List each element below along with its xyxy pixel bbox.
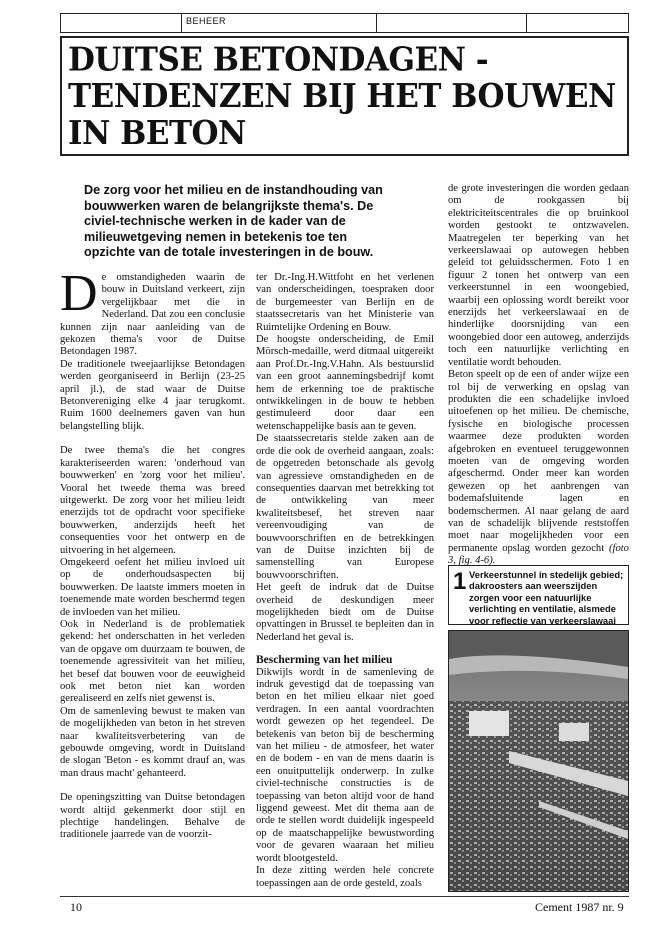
paragraph: De traditionele tweejaarlijkse Betondagen werden georganiseerd in Berlijn (23-25 april jl.), de stad waar de Duitse Betonvereniging elke 4 jaar terugkomt. Ruim 1600 deelnemers gaven van hun belangstelling blijk. (60, 358, 245, 432)
paragraph: In deze zitting werden hele concrete toepassingen aan de orde gesteld, zoals (256, 865, 434, 889)
title-box (60, 36, 629, 156)
text-column-3 (448, 183, 629, 568)
aerial-photo (448, 630, 629, 892)
figure-reference: (foto 3, fig. 4-6). (448, 542, 629, 567)
paragraph: De twee thema's die het congres karakteriseerden waren: 'onderhoud van bouwwerken' en 'zorg voor het milieu'. Vooral het tweede thema was breed uitgewerkt. De zorg voor het milieu leidt enerzijds tot de opdracht voor specifieke bouwwerken, anderzijds heeft het consequenties voor het ontwerp en de uitvoering in het algemeen. (60, 445, 245, 556)
paragraph: De openingszitting van Duitse betondagen wordt altijd gekenmerkt door stijl en plechtige handelingen. Behalve de traditionele jaarrede van de voorzit- (60, 792, 245, 841)
section-tab-bar (60, 13, 629, 33)
paragraph: Beton speelt op de een of ander wijze een rol bij de verwerking en opslag van produkten die een schadelijke invloed uitoefenen op het milieu. De chemische, fysische en biologische processen waarmee deze produkten worden afgebroken en eventueel teruggewonnen moeten van de omgeving worden afgeschermd. Onder meer kan worden gewezen op het aanbrengen van bodemafsluitende lagen en bodemschermen. Al naar gelang de aard van de schadelijk blijvende reststoffen moet naar mogelijkheden voor een permanente opslag worden gezocht (448, 369, 629, 554)
figure-number: 1 (453, 568, 467, 595)
page-number: 10 (70, 900, 82, 914)
section-label: BEHEER (186, 16, 227, 26)
paragraph: Omgekeerd oefent het milieu invloed uit op de onderhoudsaspecten bij bouwwerken. De laatste immers moeten in toenemende mate worden beschermd tegen de invloeden van het milieu. (60, 556, 245, 618)
paragraph: Dikwijls wordt in de samenleving de indruk gevestigd dat de toepassing van beton en het milieu elkaar niet goed verdragen. In een aantal voordrachten wordt gewezen op het tegendeel. De betekenis van beton bij de bescherming van het milieu - de atmosfeer, het water en de bodem - en van de mens daarin is een onuitputtelijk onderwerp. In zulke civiel-technische constructies is de toepassing van beton altijd voor de hand liggend geweest. Met dit thema aan de orde te stellen wordt duidelijk ingespeeld op de maatschappelijke bewustwording voor de gevaren waaraan het milieu wordt blootgesteld. (256, 666, 434, 864)
paragraph: Om de samenleving bewust te maken van de mogelijkheden van beton in het streven naar kwaliteitsverbetering van de gebouwde omgeving, wordt in Duitsland de slogan 'Beton - es kommt drauf an, was man draus macht' gehanteerd. (60, 705, 245, 779)
paragraph: De hoogste onderscheiding, de Emil Mörsch-medaille, werd ditmaal uitgereikt aan Prof.Dr.-Ing.V.Hahn. Als bestuurslid van een groot aannemingsbedrijf komt hem de erkenning toe de praktische ontwikkelingen in de bouw te hebben gestimuleerd door daar een wetenschappelijke basis aan te geven. (256, 334, 434, 432)
paragraph: Het geeft de indruk dat de Duitse overheid de deskundigen meer mogelijkheden biedt om de Duitse opvattingen in Brussel te bepleiten dan in Nederland het geval is. (256, 582, 434, 643)
figure-caption: Verkeerstunnel in stedelijk gebied; dakroosters aan weerszijden zorgen voor een natuurlijke verlichting en ventilatie, alsmede voor reflectie van verkeerslawaai (469, 569, 624, 626)
figure-caption-box (448, 565, 629, 625)
aerial-photo-image (449, 631, 628, 891)
paragraph: De staatssecretaris stelde zaken aan de orde die ook de overheid aangaan, zoals: de opgetreden betonschade als gevolg van agressieve omstandigheden en de consequenties daarvan met betrekking tot de ontwikkeling van meer kwaliteitsbesef, het streven naar vereenvoudiging van de bouwvoorschriften en de betrekkingen van de Duitse inzichten bij de samenstelling van Europese bouwvoorschriften. (256, 433, 434, 581)
paragraph: ter Dr.-Ing.H.Wittfoht en het verlenen van onderscheidingen, toespraken door de burgemeester van Berlijn en de staatssecretaris van het Ministerie van Ruimtelijke Ordening en Bouw. (256, 272, 434, 333)
paragraph: de grote investeringen die worden gedaan om de rookgassen bij elektriciteitscentrales die op bruinkool worden gestookt te ontzwavelen. Maatregelen ter beperking van het verkeerslawaai op autowegen hebben geleid tot geluidsschermen. Foto 1 en figuur 2 tonen het ontwerp van een verkeerstunnel in een woongebied, waarbij een oplossing wordt bereikt voor enerzijds het verkeerslawaai en de hinderlijke doorsnijding van een woongebied door een autoweg, anderzijds toch een natuurlijke verlichting en ventilatie wordt behouden. (448, 183, 629, 368)
paragraph: e omstandigheden waarin de bouw in Duitsland verkeert, zijn vergelijkbaar met die in Nederland. Dat zou een conclusie kunnen zijn naar aanleiding van de gekozen thema's voor de Duitse Betondagen 1987. (60, 272, 245, 358)
lead-paragraph: De zorg voor het milieu en de instandhouding van bouwwerken waren de belangrijkste thema's. De civiel-technische werken in de kader van de milieuwetgeving nemen in betekenis toe ten opzichte van de totale investeringen in de bouw. (84, 183, 383, 260)
paragraph: Ook in Nederland is de problematiek gekend: het onderschatten in het verleden van de opgave om duurzaam te bouwen, de toenemende agressiviteit van het milieu, het besef dat bouwen voor de eeuwigheid ook met beton niet kan worden gerealiseerd en zelfs niet gewenst is. (60, 618, 245, 705)
text-column-1 (60, 265, 245, 842)
tab-cell-empty (61, 14, 182, 32)
journal-issue: Cement 1987 nr. 9 (535, 900, 624, 914)
footer-rule (60, 896, 629, 897)
drop-cap: D (60, 265, 98, 322)
tab-cell-empty-2 (376, 14, 527, 32)
section-heading: Bescherming van het milieu (256, 654, 393, 667)
article-title: DUITSE BETONDAGEN - TENDENZEN BIJ HET BOUWEN IN BETON (68, 40, 616, 153)
text-column-2 (256, 272, 434, 890)
